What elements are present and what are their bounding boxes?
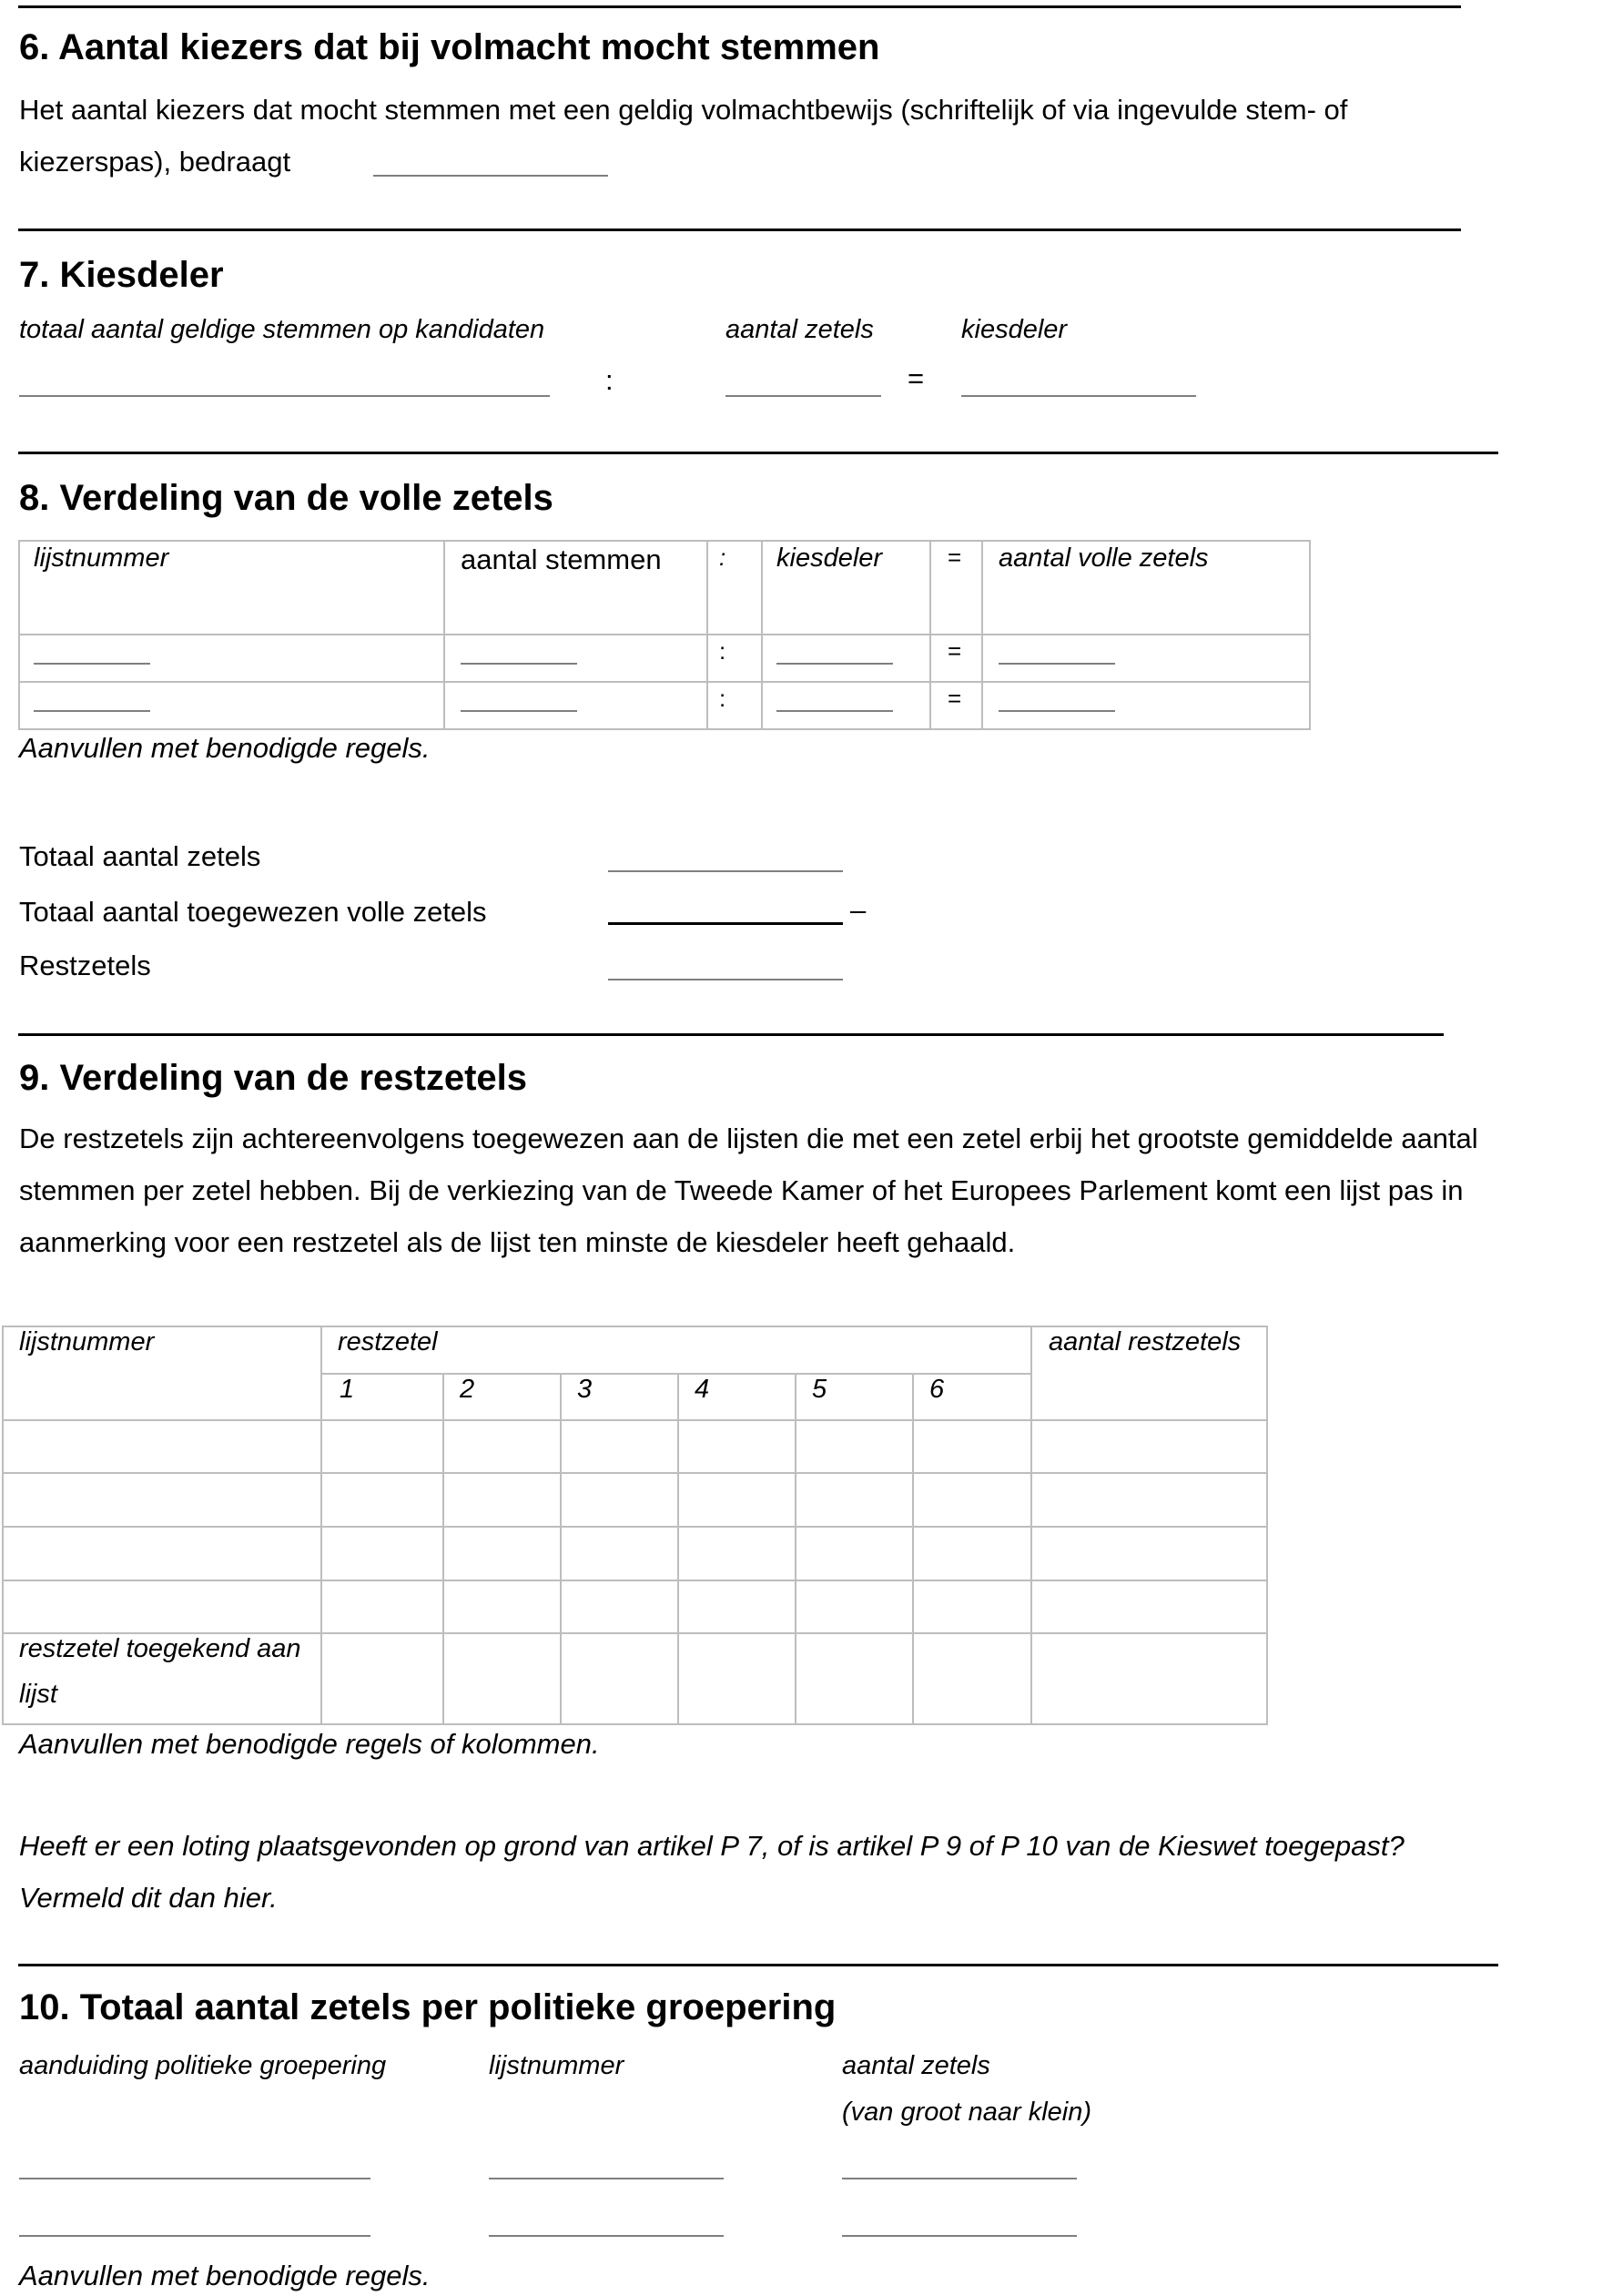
- list-number-field[interactable]: [34, 663, 150, 665]
- table-border: [2, 1526, 1268, 1528]
- section-divider: [18, 1964, 1498, 1966]
- valid-votes-label: totaal aantal geldige stemmen op kandidaten: [19, 315, 545, 344]
- table-border: [18, 634, 1311, 635]
- full-seats-field[interactable]: [999, 663, 1115, 665]
- awarded-to-list-label: restzetel toegekend aan: [19, 1634, 301, 1663]
- table-border: [1030, 1326, 1032, 1725]
- minus-sign: –: [850, 894, 867, 926]
- table-border: [2, 1326, 4, 1725]
- list-number-label: lijstnummer: [489, 2051, 624, 2080]
- rest-seats-field[interactable]: [608, 979, 843, 980]
- total-seats-field[interactable]: [608, 870, 843, 872]
- rest-seats-label: Restzetels: [19, 950, 151, 981]
- section-9-text-line1: De restzetels zijn achtereenvolgens toegewezen aan de lijsten die met een zetel erbij het grootste gemiddelde aantal: [19, 1123, 1478, 1154]
- total-seats-label: Totaal aantal zetels: [19, 840, 261, 872]
- quota-field[interactable]: [776, 710, 893, 712]
- valid-votes-field[interactable]: [19, 395, 550, 397]
- table-border: [929, 540, 931, 730]
- seats-count-field[interactable]: [842, 2178, 1077, 2179]
- table-border: [442, 1373, 444, 1725]
- votes-field[interactable]: [461, 710, 577, 712]
- add-rows-columns-note: Aanvullen met benodigde regels of kolommen.: [19, 1728, 600, 1760]
- full-seats-header: aantal volle zetels: [999, 544, 1209, 573]
- list-number-header: lijstnummer: [34, 544, 169, 573]
- table-border: [912, 1373, 914, 1725]
- table-border: [18, 540, 1311, 542]
- quota-label: kiesdeler: [961, 315, 1068, 344]
- section-9-text-line3: aanmerking voor een restzetel als de lijst ten minste de kiesdeler heeft gehaald.: [19, 1226, 1016, 1258]
- section-7-title: 7. Kiesdeler: [19, 255, 224, 295]
- divide-sign: :: [719, 637, 726, 665]
- section-6-text-line1: Het aantal kiezers dat mocht stemmen met een geldig volmachtbewijs (schriftelijk of via ingevulde stem- of: [19, 94, 1348, 126]
- rest-seat-column-4: 4: [695, 1375, 710, 1404]
- votes-header: aantal stemmen: [461, 544, 662, 575]
- rest-seat-column-2: 2: [460, 1375, 475, 1404]
- seats-count-label: aantal zetels: [842, 2051, 990, 2080]
- party-name-field[interactable]: [19, 2178, 370, 2179]
- table-border: [2, 1723, 1268, 1725]
- quota-header: kiesdeler: [776, 544, 883, 573]
- section-divider: [18, 452, 1498, 454]
- table-border: [1309, 540, 1311, 730]
- votes-field[interactable]: [461, 663, 577, 665]
- awarded-to-list-label-cont: lijst: [19, 1680, 57, 1709]
- table-border: [2, 1580, 1268, 1581]
- table-border: [320, 1326, 322, 1725]
- section-divider: [18, 229, 1461, 231]
- add-rows-note: Aanvullen met benodigde regels.: [19, 732, 431, 764]
- table-border: [18, 540, 20, 730]
- full-seats-field[interactable]: [999, 710, 1115, 712]
- section-9-text-line2: stemmen per zetel hebben. Bij de verkiezing van de Tweede Kamer of het Europees Parlement komt een lijst pas in: [19, 1174, 1464, 1206]
- rest-seat-column-6: 6: [929, 1375, 945, 1404]
- section-divider: [18, 1033, 1444, 1036]
- rest-seat-header: restzetel: [338, 1327, 438, 1356]
- table-border: [981, 540, 983, 730]
- divide-sign: :: [605, 364, 614, 396]
- quota-field[interactable]: [776, 663, 893, 665]
- section-9-title: 9. Verdeling van de restzetels: [19, 1058, 528, 1098]
- section-10-title: 10. Totaal aantal zetels per politieke groepering: [19, 1987, 837, 2027]
- total-full-seats-label: Totaal aantal toegewezen volle zetels: [19, 896, 487, 928]
- quota-field[interactable]: [961, 395, 1196, 397]
- seats-field[interactable]: [725, 395, 881, 397]
- table-border: [795, 1373, 796, 1725]
- rest-seat-column-1: 1: [340, 1375, 355, 1404]
- seats-count-field[interactable]: [842, 2235, 1077, 2237]
- table-border: [706, 540, 708, 730]
- table-border: [320, 1373, 1032, 1375]
- rest-seat-column-5: 5: [812, 1375, 827, 1404]
- table-border: [18, 681, 1311, 683]
- rest-seat-column-3: 3: [577, 1375, 593, 1404]
- lottery-question-cont: Vermeld dit dan hier.: [19, 1882, 278, 1914]
- table-border: [2, 1419, 1268, 1421]
- table-border: [677, 1373, 679, 1725]
- divide-sign: :: [719, 685, 726, 712]
- section-6-text-line2: kiezerspas), bedraagt: [19, 146, 291, 178]
- table-border: [1266, 1326, 1268, 1725]
- add-rows-note: Aanvullen met benodigde regels.: [19, 2260, 431, 2291]
- table-border: [443, 540, 445, 730]
- section-divider: [18, 5, 1461, 8]
- equals-sign: =: [908, 362, 925, 394]
- equals-header: =: [948, 544, 962, 571]
- table-border: [2, 1472, 1268, 1474]
- proxy-voters-field[interactable]: [373, 175, 608, 177]
- equals-sign: =: [948, 685, 962, 712]
- total-full-seats-field[interactable]: [608, 922, 843, 925]
- section-6-title: 6. Aantal kiezers dat bij volmacht mocht stemmen: [19, 27, 880, 67]
- equals-sign: =: [948, 637, 962, 665]
- lottery-question: Heeft er een loting plaatsgevonden op grond van artikel P 7, of is artikel P 9 of P 10 van de Kieswet toegepast?: [19, 1830, 1405, 1862]
- divide-header: :: [719, 544, 726, 571]
- list-number-field[interactable]: [489, 2235, 724, 2237]
- list-number-field[interactable]: [34, 710, 150, 712]
- party-name-field[interactable]: [19, 2235, 370, 2237]
- list-number-field[interactable]: [489, 2178, 724, 2179]
- party-name-label: aanduiding politieke groepering: [19, 2051, 387, 2080]
- section-8-title: 8. Verdeling van de volle zetels: [19, 478, 553, 518]
- table-border: [761, 540, 763, 730]
- seats-label: aantal zetels: [725, 315, 874, 344]
- table-border: [560, 1373, 562, 1725]
- seats-order-label: (van groot naar klein): [842, 2098, 1092, 2127]
- rest-seat-count-header: aantal restzetels: [1049, 1327, 1242, 1356]
- table-border: [18, 728, 1311, 730]
- list-number-header: lijstnummer: [19, 1327, 155, 1356]
